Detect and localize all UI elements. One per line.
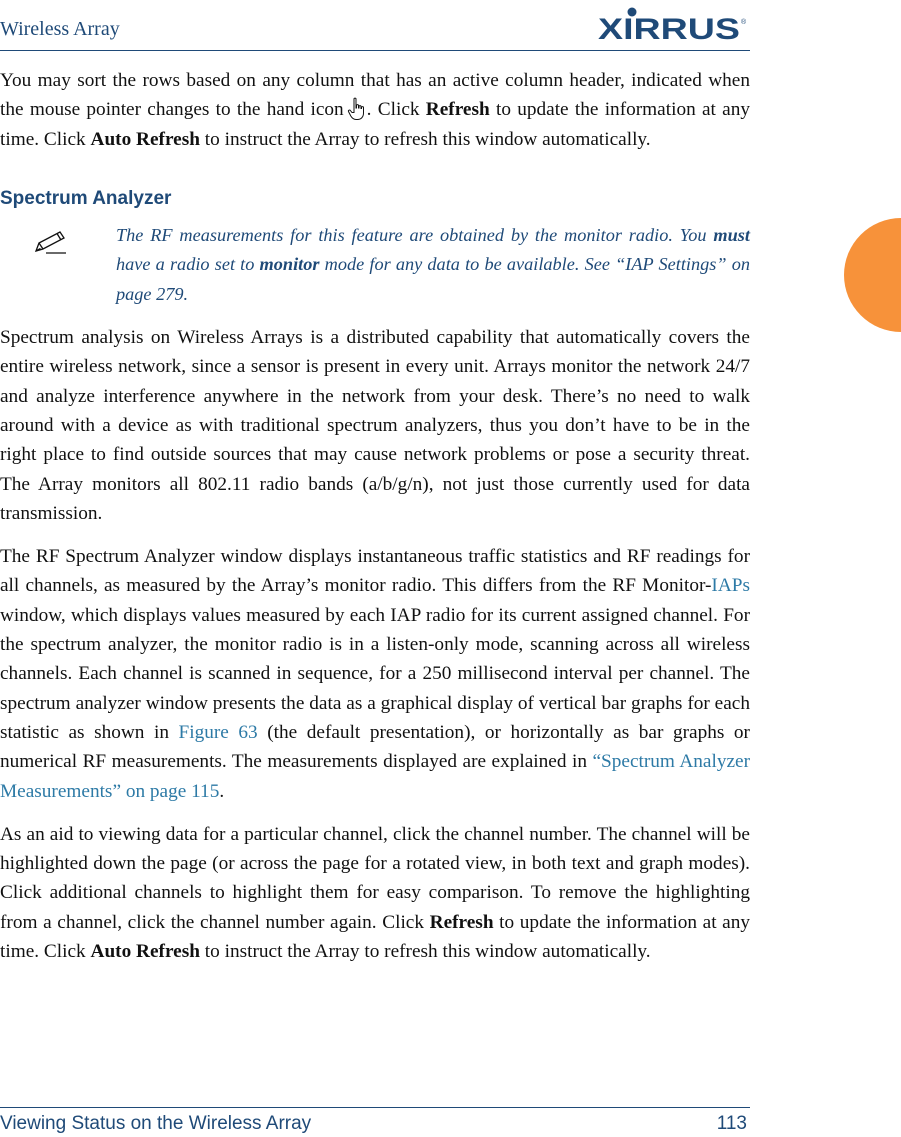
note-text: The RF measurements for this feature are obtained by the monitor radio. You must have a radio set to monitor mode for any data to be available. See “IAP Settings” on page 279. — [116, 225, 750, 304]
page-number: 113 — [716, 1113, 747, 1134]
footer-rule — [0, 1107, 750, 1108]
chapter-tab-marker — [844, 218, 901, 332]
logo-text: XIRRUS — [598, 13, 740, 42]
page-body — [0, 66, 750, 980]
paragraph-spectrum-analysis: Spectrum analysis on Wireless Arrays is a distributed capability that automatically covers the entire wireless network, since a sensor is present in every unit. Arrays monitor the network 24/7 and analyze interference anywhere in the network from your desk. There’s no need to walk around with a device as with traditional spectrum analyzers, thus you don’t have to be in the right place to find outside sources that may cause network problems or pose a security threat. The Array monitors all 802.11 radio bands (a/b/g/n), not just those currently used for data transmission. — [0, 327, 750, 524]
xirrus-logo — [598, 6, 748, 42]
header-rule — [0, 50, 750, 51]
note-block — [0, 221, 750, 309]
paragraph-rf-spectrum-window: The RF Spectrum Analyzer window displays instantaneous traffic statistics and RF readings for all channels, as measured by the Array’s monitor radio. This differs from the RF Monitor-IAPs window, which displays values measured by each IAP radio for its current assigned channel. For the spectrum analyzer, the monitor radio is in a listen-only mode, scanning across all wireless channels. Each channel is scanned in sequence, for a 250 millisecond interval per channel. The spectrum analyzer window presents the data as a graphical display of vertical bar graphs for each statistic as shown in Figure 63 (the default presentation), or horizontally as bar graphs or numerical RF measurements. The measurements displayed are explained in “Spectrum Analyzer Measurements” on page 115. — [0, 546, 751, 802]
section-heading: Spectrum Analyzer — [0, 187, 172, 209]
running-header-title: Wireless Array — [0, 18, 120, 40]
link-figure-63[interactable]: Figure 63 — [178, 721, 258, 743]
intro-paragraph: You may sort the rows based on any column that has an active column header, indicated when the mouse pointer changes to the hand icon . Click Refresh to update the information at any time. Click Auto Refresh to instruct the Array to refresh this window automatically. — [0, 70, 751, 150]
paragraph-channel-highlighting: As an aid to viewing data for a particular channel, click the channel number. The channel will be highlighted down the page (or across the page for a rotated view, in both text and graph modes). Click additional channels to highlight them for easy comparison. To remove the highlighting from a channel, click the channel number again. Click Refresh to update the information at any time. Click Auto Refresh to instruct the Array to refresh this window automatically. — [0, 823, 751, 963]
hand-pointer-icon — [347, 97, 367, 121]
link-iaps[interactable]: IAPs — [711, 575, 750, 597]
link-spectrum-measurements[interactable]: “Spectrum Analyzer Measurements” on page 115 — [0, 751, 751, 802]
running-footer-title: Viewing Status on the Wireless Array — [0, 1113, 312, 1134]
svg-text:®: ® — [741, 19, 747, 26]
pencil-note-icon — [32, 229, 70, 255]
